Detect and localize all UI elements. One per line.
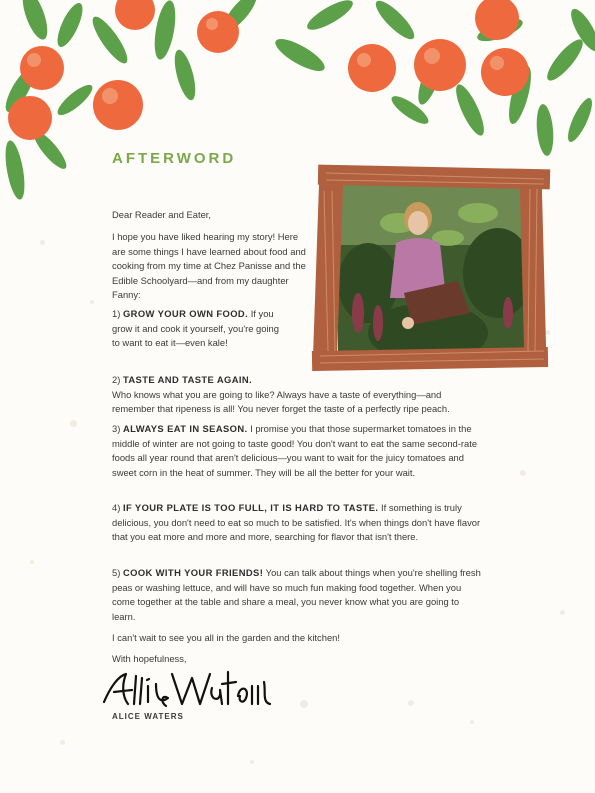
tip-body: Who knows what you are going to like? Always have a taste of everything—and remember that ripeness is all! You never forget the taste of a perfectly ripe peach. xyxy=(112,388,450,415)
peaches xyxy=(8,0,529,140)
tip-4 xyxy=(112,501,488,545)
tip-number: 2) xyxy=(112,374,121,385)
tip-number: 4) xyxy=(112,502,121,513)
tip-title: ALWAYS EAT IN SEASON. xyxy=(122,423,248,434)
tip-title: TASTE AND TASTE AGAIN. xyxy=(122,374,253,385)
tip-title: IF YOUR PLATE IS TOO FULL, IT IS HARD TO TASTE. xyxy=(122,502,379,513)
salutation: Dear Reader and Eater, xyxy=(112,209,212,220)
page-title: AFTERWORD xyxy=(112,150,237,167)
tip-3 xyxy=(112,422,488,480)
signoff: With hopefulness, xyxy=(112,653,187,664)
tip-1 xyxy=(112,307,282,351)
tip-body: If you grow it and cook it yourself, you're going to want to eat it—even kale! xyxy=(112,308,279,349)
author-name: ALICE WATERS xyxy=(112,712,184,721)
tip-body: I promise you that those supermarket tomatoes in the middle of winter are not going to taste good! You don't want to eat the same second-rate foods all year round that aren't delicious—you want to wait for the juicy tomatoes and sweet corn in the heat of summer. They will be all the better for your wait. xyxy=(112,423,478,478)
intro-paragraph: I hope you have liked hearing my story! Here are some things I have learned about food and cooking from my time at Chez Panisse and the Edible Schoolyard—and from my daughter Fanny: xyxy=(112,231,306,301)
tip-number: 5) xyxy=(112,567,121,578)
tip-5 xyxy=(112,566,484,624)
handwritten-signature xyxy=(100,668,275,710)
closing-line: I can't wait to see you all in the garden and the kitchen! xyxy=(112,632,340,643)
tip-2 xyxy=(112,373,484,417)
tip-title: GROW YOUR OWN FOOD. xyxy=(122,308,249,319)
tip-title: COOK WITH YOUR FRIENDS! xyxy=(122,567,264,578)
tip-number: 3) xyxy=(112,423,121,434)
tip-body: You can talk about things when you're shelling fresh peas or washing lettuce, and will have so much fun making food together. When you come together at the table and share a meal, you never know what you are going to learn. xyxy=(112,567,481,622)
framed-photo xyxy=(308,163,556,383)
tip-number: 1) xyxy=(112,308,121,319)
tip-body: If something is truly delicious, you don't need to eat so much to be satisfied. It's when things don't have flavor that you eat more and more and more, searching for flavor that isn't there. xyxy=(112,502,481,543)
